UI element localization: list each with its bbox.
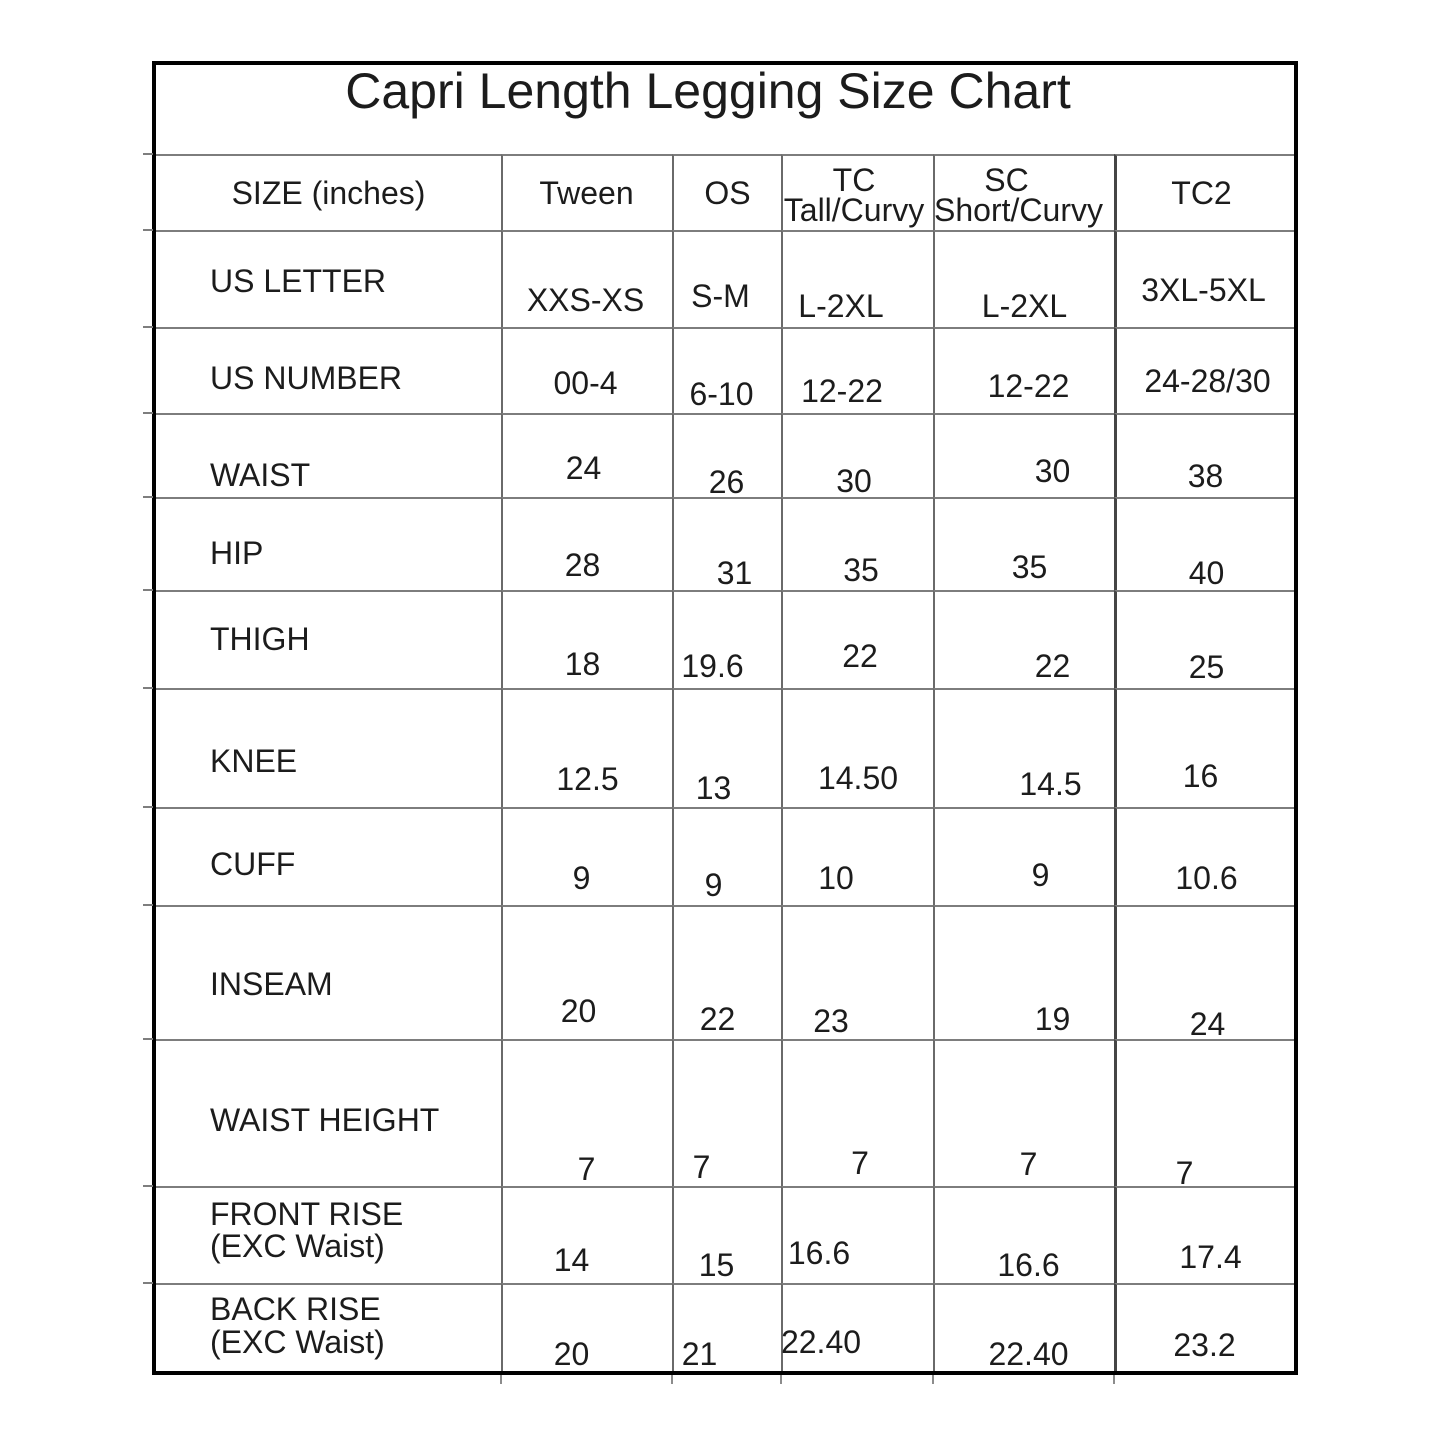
row-label-cuff: CUFF: [156, 807, 501, 905]
header-tc2: TC2: [1114, 154, 1294, 230]
cell-back-rise-sc: 22.40: [933, 1283, 1114, 1371]
cell-knee-tween: 12.5: [501, 688, 672, 807]
cell-us-letter-os: S-M: [672, 230, 781, 327]
scan-gridline-artifact: [143, 1038, 153, 1040]
scan-gridline-artifact: [143, 687, 153, 689]
cell-cuff-tween: 9: [501, 807, 672, 905]
size-chart-table: [152, 61, 1298, 1375]
cell-back-rise-tc2: 23.2: [1114, 1283, 1294, 1371]
cell-waist-height-sc: 7: [933, 1039, 1114, 1186]
scan-gridline-artifact: [143, 589, 153, 591]
cell-us-letter-sc: L-2XL: [933, 230, 1114, 327]
scan-gridline-artifact: [143, 1282, 153, 1284]
cell-hip-os: 31: [672, 497, 781, 590]
cell-back-rise-tc: 22.40: [781, 1283, 933, 1371]
cell-cuff-sc: 9: [933, 807, 1114, 905]
row-label-us-letter: US LETTER: [156, 230, 501, 327]
row-label-hip: HIP: [156, 497, 501, 590]
scan-gridline-artifact: [143, 229, 153, 231]
cell-hip-tc2: 40: [1114, 497, 1294, 590]
row-label-inseam: INSEAM: [156, 905, 501, 1039]
scan-gridline-artifact: [143, 326, 153, 328]
cell-cuff-tc2: 10.6: [1114, 807, 1294, 905]
cell-us-number-os: 6-10: [672, 327, 781, 413]
cell-hip-tween: 28: [501, 497, 672, 590]
cell-waist-sc: 30: [933, 413, 1114, 497]
cell-front-rise-tc: 16.6: [781, 1186, 933, 1283]
cell-us-number-tween: 00-4: [501, 327, 672, 413]
cell-inseam-sc: 19: [933, 905, 1114, 1039]
cell-back-rise-os: 21: [672, 1283, 781, 1371]
cell-us-number-tc: 12-22: [781, 327, 933, 413]
cell-waist-tween: 24: [501, 413, 672, 497]
cell-us-letter-tween: XXS-XS: [501, 230, 672, 327]
cell-waist-height-tween: 7: [501, 1039, 672, 1186]
header-sc: SC Short/Curvy: [933, 154, 1114, 230]
page-title: Capri Length Legging Size Chart: [345, 63, 1071, 119]
scan-gridline-artifact: [671, 1375, 673, 1384]
cell-thigh-tc2: 25: [1114, 590, 1294, 688]
cell-us-number-sc: 12-22: [933, 327, 1114, 413]
scan-gridline-artifact: [143, 904, 153, 906]
cell-back-rise-tween: 20: [501, 1283, 672, 1371]
cell-front-rise-tween: 14: [501, 1186, 672, 1283]
scan-gridline-artifact: [143, 153, 153, 155]
cell-us-letter-tc2: 3XL-5XL: [1114, 230, 1294, 327]
cell-thigh-tween: 18: [501, 590, 672, 688]
cell-waist-os: 26: [672, 413, 781, 497]
cell-thigh-sc: 22: [933, 590, 1114, 688]
scan-gridline-artifact: [500, 1375, 502, 1384]
cell-hip-sc: 35: [933, 497, 1114, 590]
cell-us-number-tc2: 24-28/30: [1114, 327, 1294, 413]
cell-front-rise-sc: 16.6: [933, 1186, 1114, 1283]
row-label-knee: KNEE: [156, 688, 501, 807]
cell-us-letter-tc: L-2XL: [781, 230, 933, 327]
header-os: OS: [672, 154, 781, 230]
cell-inseam-os: 22: [672, 905, 781, 1039]
cell-thigh-tc: 22: [781, 590, 933, 688]
row-label-back-rise: BACK RISE (EXC Waist): [156, 1283, 501, 1371]
cell-inseam-tween: 20: [501, 905, 672, 1039]
cell-waist-tc: 30: [781, 413, 933, 497]
row-label-thigh: THIGH: [156, 590, 501, 688]
cell-knee-tc: 14.50: [781, 688, 933, 807]
cell-waist-height-tc: 7: [781, 1039, 933, 1186]
cell-knee-sc: 14.5: [933, 688, 1114, 807]
row-label-waist: WAIST: [156, 413, 501, 497]
cell-front-rise-os: 15: [672, 1186, 781, 1283]
cell-cuff-tc: 10: [781, 807, 933, 905]
cell-waist-height-os: 7: [672, 1039, 781, 1186]
cell-waist-tc2: 38: [1114, 413, 1294, 497]
title-cell: [156, 65, 1294, 154]
scan-gridline-artifact: [143, 1185, 153, 1187]
scan-gridline-artifact: [780, 1375, 782, 1384]
cell-cuff-os: 9: [672, 807, 781, 905]
row-label-front-rise: FRONT RISE (EXC Waist): [156, 1186, 501, 1283]
header-size-inches: SIZE (inches): [156, 154, 501, 230]
scan-gridline-artifact: [1113, 1375, 1115, 1384]
scan-gridline-artifact: [932, 1375, 934, 1384]
cell-hip-tc: 35: [781, 497, 933, 590]
scan-gridline-artifact: [143, 496, 153, 498]
cell-inseam-tc2: 24: [1114, 905, 1294, 1039]
cell-inseam-tc: 23: [781, 905, 933, 1039]
header-tc: TC Tall/Curvy: [781, 154, 933, 230]
scan-gridline-artifact: [143, 412, 153, 414]
scan-gridline-artifact: [143, 806, 153, 808]
cell-waist-height-tc2: 7: [1114, 1039, 1294, 1186]
cell-front-rise-tc2: 17.4: [1114, 1186, 1294, 1283]
row-label-waist-height: WAIST HEIGHT: [156, 1039, 501, 1186]
cell-knee-os: 13: [672, 688, 781, 807]
row-label-us-number: US NUMBER: [156, 327, 501, 413]
cell-knee-tc2: 16: [1114, 688, 1294, 807]
header-tween: Tween: [501, 154, 672, 230]
cell-thigh-os: 19.6: [672, 590, 781, 688]
